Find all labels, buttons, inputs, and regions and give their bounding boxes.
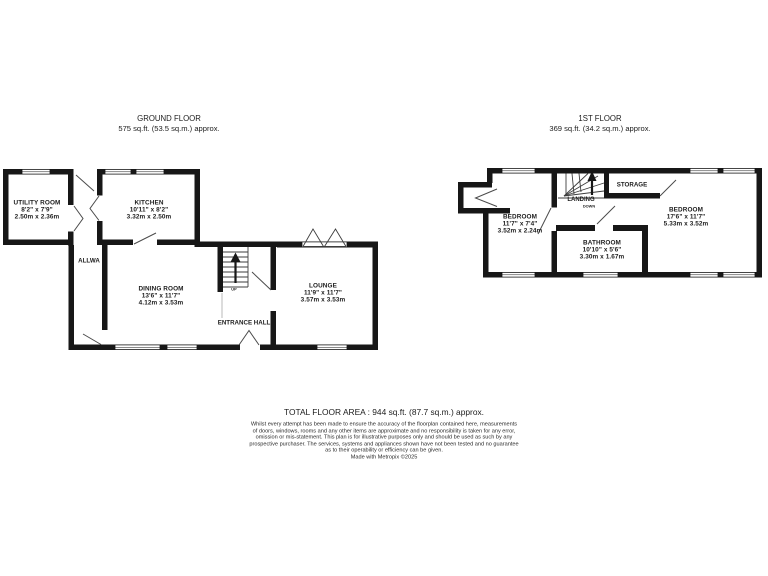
door-icon — [134, 233, 156, 244]
disclaimer-line: as to their operability or efficiency can be given. — [325, 447, 443, 454]
walls — [3, 169, 378, 350]
disclaimer-credit: Made with Metropix ©2025 — [350, 454, 418, 460]
room-dims-imperial: 17'6" x 11'7" — [666, 213, 706, 221]
room-dims-imperial: 8'2" x 7'9" — [21, 206, 53, 214]
first-floor-title-line: 1ST FLOOR — [578, 113, 622, 123]
disclaimer-line: Whilst every attempt has been made to ensure the accuracy of the floorplan contained here, measurements — [250, 421, 518, 428]
landing-label: LANDING — [567, 197, 595, 203]
stairs-up-label: UP — [231, 286, 237, 292]
first-floor-area: 369 sq.ft. (34.2 sq.m.) approx. — [549, 123, 651, 133]
door-icon — [74, 206, 83, 231]
door-icon — [83, 334, 101, 345]
door-icon — [660, 180, 676, 196]
room-name: LOUNGE — [309, 282, 337, 290]
disclaimer-line: omission or mis-statement. This plan is for illustrative purposes only and should be used as such by any — [255, 434, 513, 441]
room-dims-imperial: 10'11" x 8'2" — [129, 206, 169, 214]
first-floor-title — [549, 114, 650, 133]
ground-floor-plan — [3, 169, 378, 350]
door-icon — [476, 189, 498, 207]
hallway-label: ALLWA — [78, 257, 100, 265]
room-name: KITCHEN — [134, 199, 164, 207]
room-label-bathroom — [580, 240, 625, 261]
room-name: BEDROOM — [502, 213, 538, 221]
up-arrow-icon — [588, 171, 597, 195]
room-dims-metric: 3.30m x 1.67m — [579, 253, 625, 261]
ground-floor-title-line: GROUND FLOOR — [137, 113, 201, 123]
disclaimer-line: prospective purchaser. The services, systems and appliances shown have not been tested and no guarantee — [249, 441, 519, 447]
room-dims-metric: 4.12m x 3.53m — [138, 299, 184, 307]
door-icon — [76, 175, 94, 191]
room-name: UTILITY ROOM — [13, 199, 61, 207]
room-label-bedroom-left — [498, 214, 543, 235]
room-dims-imperial: 10'10" x 5'6" — [582, 246, 622, 254]
room-dims-imperial: 13'6" x 11'7" — [141, 292, 181, 300]
room-label-kitchen — [127, 200, 172, 221]
ground-floor-title — [118, 114, 219, 133]
room-dims-metric: 3.32m x 2.50m — [126, 213, 172, 221]
entrance-door-icon — [239, 331, 259, 346]
room-dims-imperial: 11'7" x 7'4" — [502, 220, 538, 228]
room-name: DINING ROOM — [138, 285, 184, 293]
entrance-hall-label: ENTRANCE HALL — [217, 319, 271, 327]
room-dims-metric: 2.50m x 2.36m — [14, 213, 60, 221]
door-icon — [252, 272, 271, 290]
room-label-dining — [138, 286, 183, 307]
disclaimer-text — [249, 422, 518, 461]
ground-floor-area: 575 sq.ft. (53.5 sq.m.) approx. — [118, 123, 220, 133]
total-floor-area: TOTAL FLOOR AREA : 944 sq.ft. (87.7 sq.m.) approx. — [284, 407, 484, 417]
room-dims-metric: 5.33m x 3.52m — [663, 220, 709, 228]
room-dims-imperial: 11'9" x 11'7" — [303, 289, 343, 297]
stairs-down-label: DOWN — [582, 203, 596, 209]
room-label-lounge — [301, 283, 346, 304]
stairs-down-icon — [558, 174, 604, 199]
room-dims-metric: 3.52m x 2.24m — [497, 227, 543, 235]
door-icon — [90, 196, 99, 221]
room-dims-metric: 3.57m x 3.53m — [300, 296, 346, 304]
door-icon — [597, 206, 615, 224]
room-name: BEDROOM — [668, 206, 704, 214]
room-label-utility — [14, 200, 61, 221]
room-label-bedroom-right — [664, 207, 709, 228]
storage-label: STORAGE — [616, 181, 648, 189]
disclaimer-line: of doors, windows, rooms and any other items are approximate and no responsibility is taken for any error, — [252, 428, 516, 434]
room-name: BATHROOM — [583, 239, 621, 247]
